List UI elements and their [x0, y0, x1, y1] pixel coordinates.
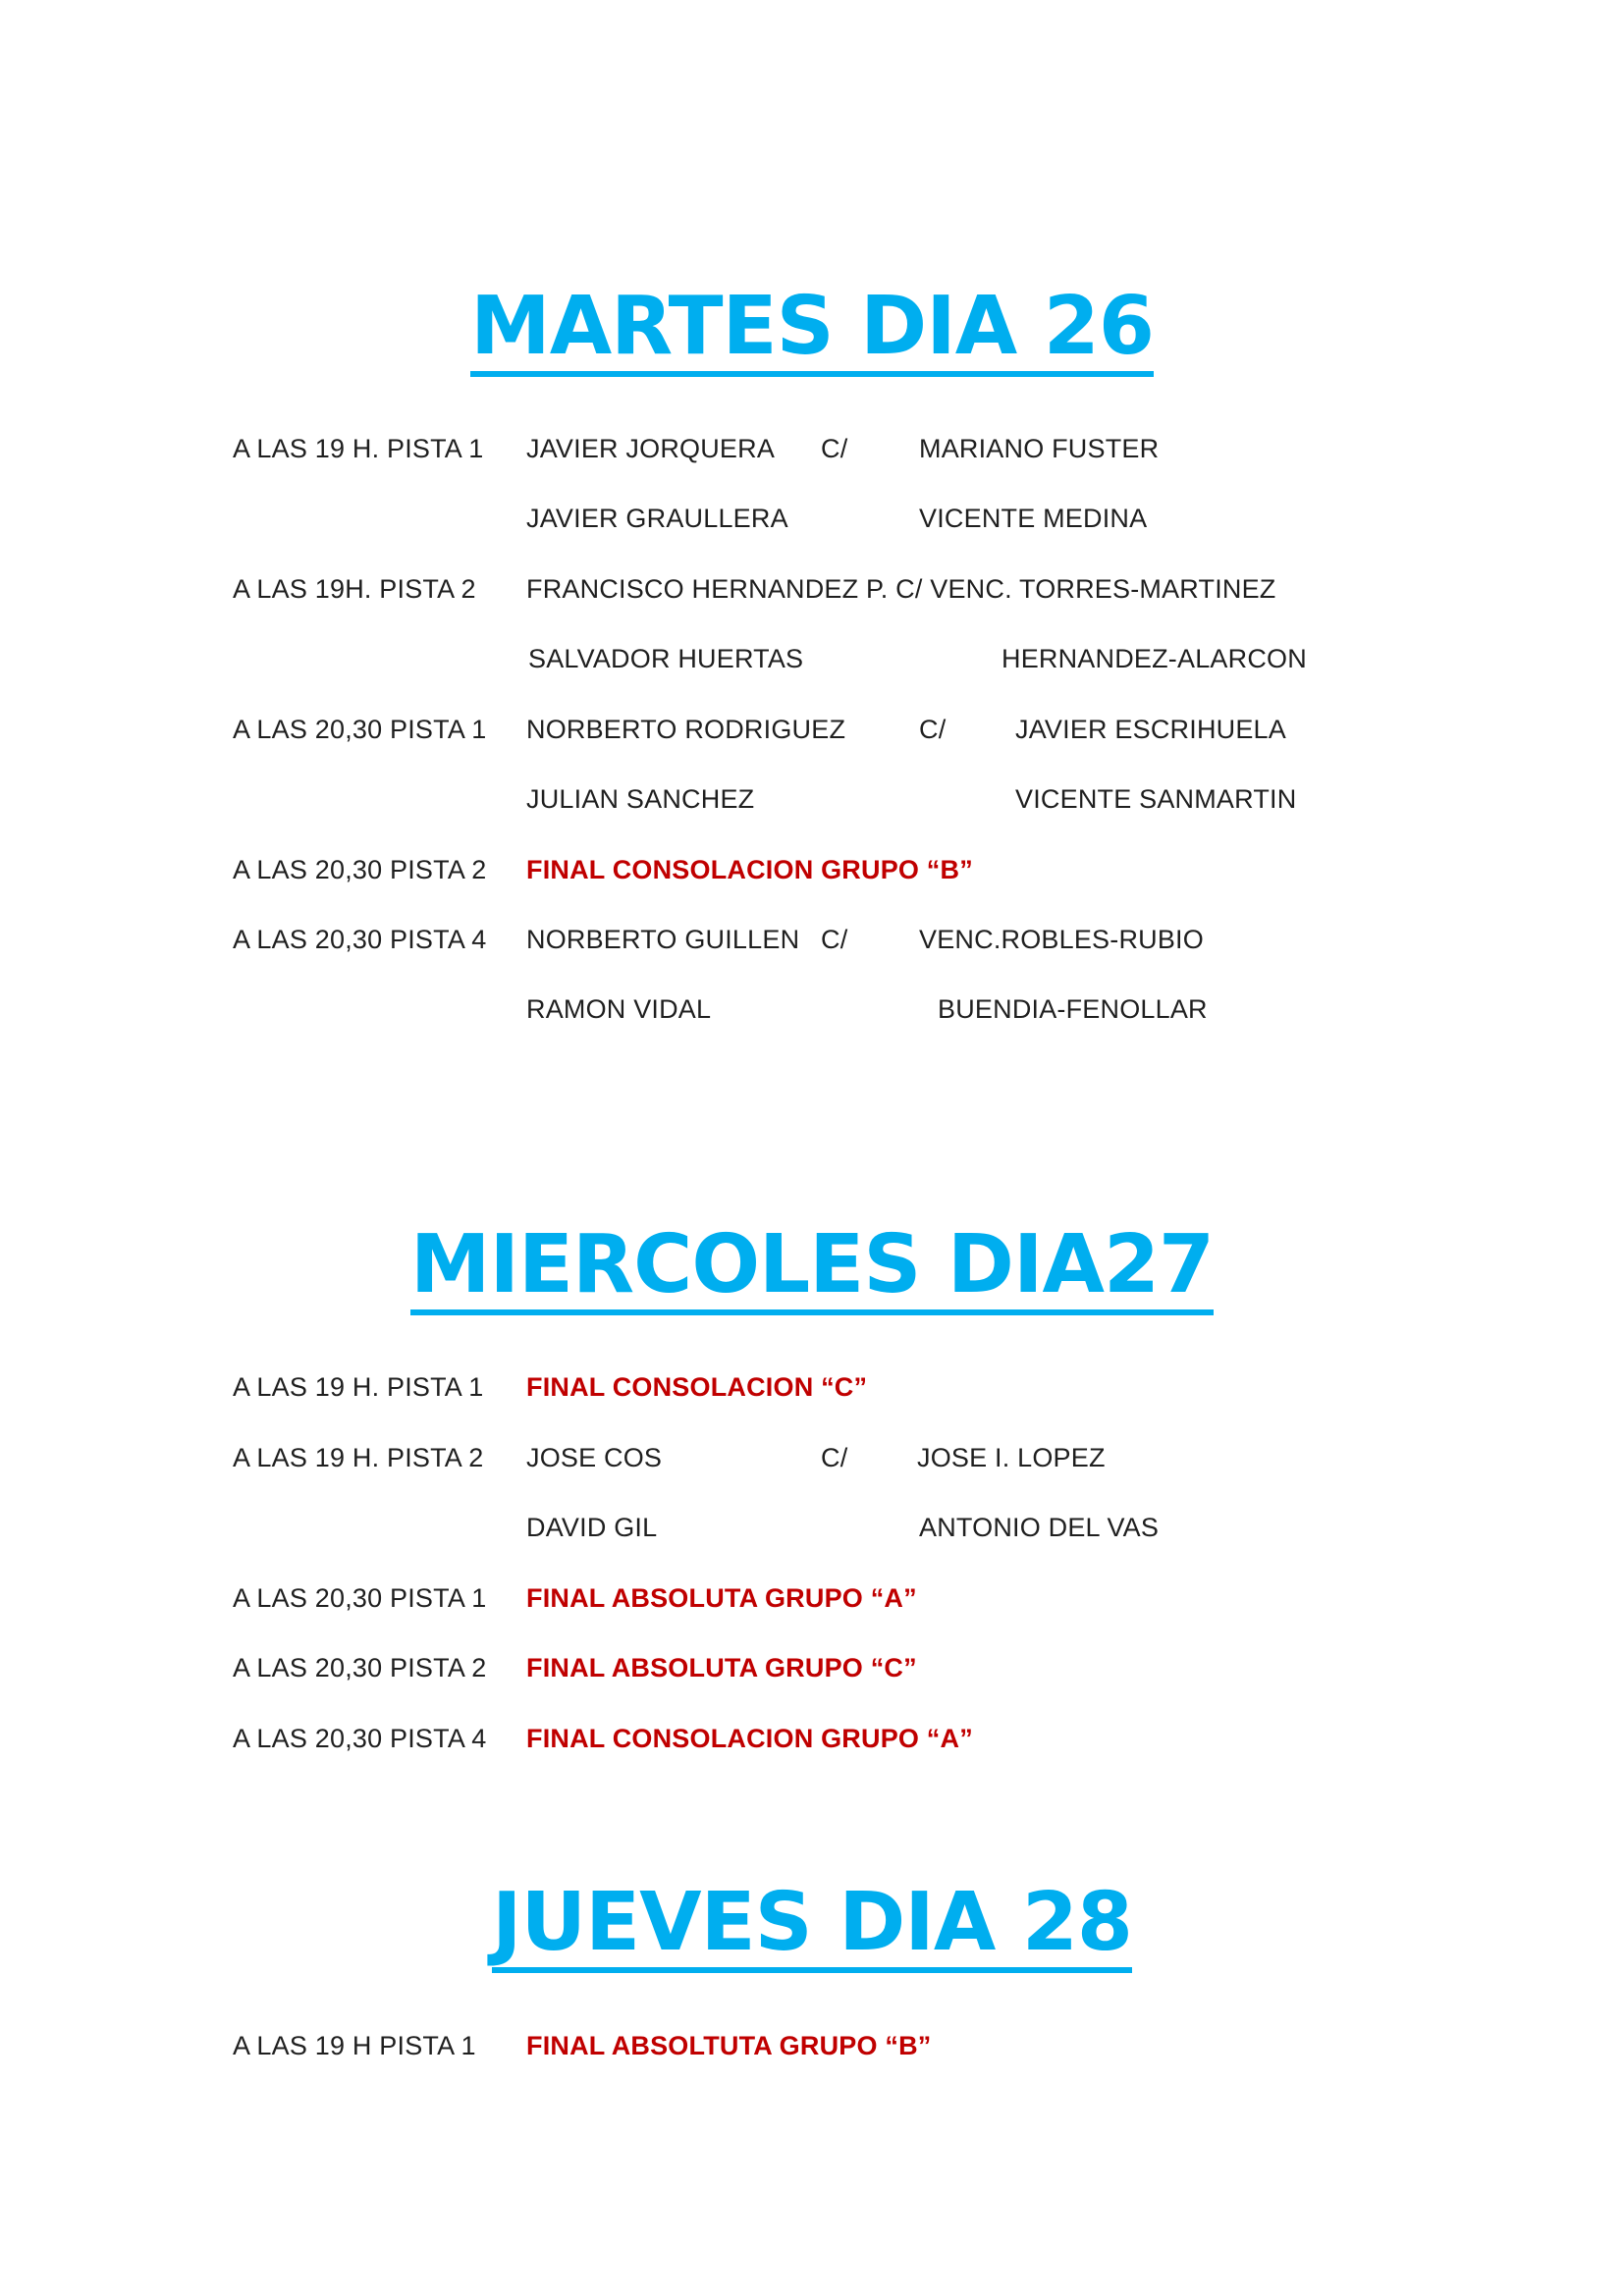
versus-label: C/ [919, 715, 947, 744]
final-label: FINAL CONSOLACION “C” [526, 1372, 868, 1402]
match-time: A LAS 19 H PISTA 1 [233, 2031, 476, 2060]
match-time: A LAS 20,30 PISTA 1 [233, 715, 487, 744]
player-right: JOSE I. LOPEZ [917, 1443, 1106, 1472]
versus-label: C/ [821, 925, 848, 954]
day-heading-jueves: JUEVES DIA 28 [0, 1883, 1624, 1973]
final-label: FINAL ABSOLUTA GRUPO “C” [526, 1653, 917, 1682]
player-left: FRANCISCO HERNANDEZ P. C/ VENC. TORRES-MARTINEZ [526, 574, 1276, 604]
match-time: A LAS 19 H. PISTA 2 [233, 1443, 484, 1472]
versus-label: C/ [821, 434, 848, 463]
match-time: A LAS 19H. PISTA 2 [233, 574, 476, 604]
player-left: JULIAN SANCHEZ [526, 784, 755, 814]
player-left: DAVID GIL [526, 1513, 658, 1542]
player-right: VICENTE SANMARTIN [1015, 784, 1297, 814]
player-left: NORBERTO RODRIGUEZ [526, 715, 846, 744]
player-right: HERNANDEZ-ALARCON [1001, 644, 1307, 673]
match-time: A LAS 19 H. PISTA 1 [233, 434, 484, 463]
day-heading-miercoles: MIERCOLES DIA27 [0, 1225, 1624, 1315]
match-time: A LAS 20,30 PISTA 1 [233, 1583, 487, 1613]
player-left: JOSE COS [526, 1443, 663, 1472]
player-left: NORBERTO GUILLEN [526, 925, 800, 954]
final-label: FINAL ABSOLTUTA GRUPO “B” [526, 2031, 932, 2060]
player-right: VICENTE MEDINA [919, 504, 1148, 533]
match-time: A LAS 20,30 PISTA 2 [233, 1653, 487, 1682]
player-right: ANTONIO DEL VAS [919, 1513, 1160, 1542]
final-label: FINAL CONSOLACION GRUPO “A” [526, 1724, 973, 1753]
versus-label: C/ [821, 1443, 848, 1472]
player-left: JAVIER GRAULLERA [526, 504, 788, 533]
match-time: A LAS 20,30 PISTA 2 [233, 855, 487, 884]
player-left: JAVIER JORQUERA [526, 434, 776, 463]
player-right: BUENDIA-FENOLLAR [938, 994, 1208, 1024]
match-time: A LAS 20,30 PISTA 4 [233, 1724, 487, 1753]
match-time: A LAS 19 H. PISTA 1 [233, 1372, 484, 1402]
player-right: MARIANO FUSTER [919, 434, 1160, 463]
player-left: RAMON VIDAL [526, 994, 712, 1024]
player-left: SALVADOR HUERTAS [528, 644, 804, 673]
match-time: A LAS 20,30 PISTA 4 [233, 925, 487, 954]
final-label: FINAL ABSOLUTA GRUPO “A” [526, 1583, 917, 1613]
day-heading-martes: MARTES DIA 26 [0, 287, 1624, 377]
player-right: VENC.ROBLES-RUBIO [919, 925, 1204, 954]
final-label: FINAL CONSOLACION GRUPO “B” [526, 855, 973, 884]
player-right: JAVIER ESCRIHUELA [1015, 715, 1286, 744]
